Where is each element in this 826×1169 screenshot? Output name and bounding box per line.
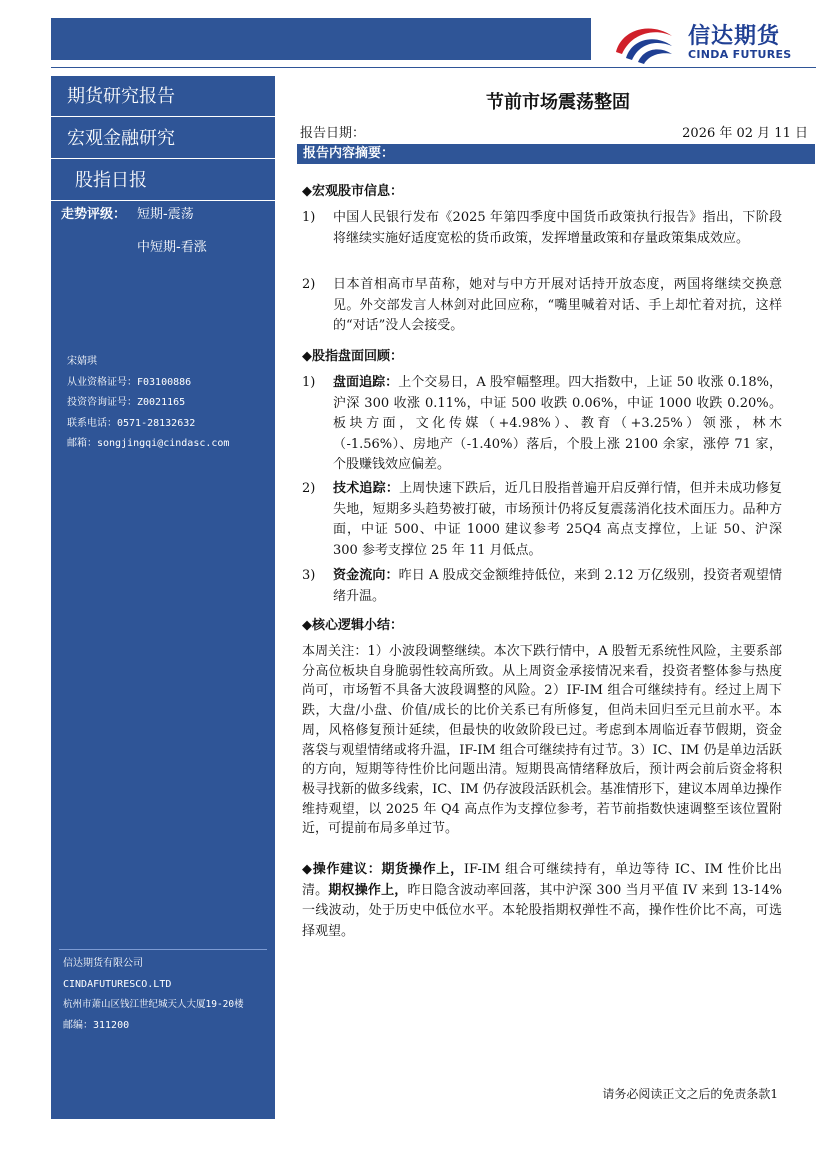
analyst-phone: 联系电话：0571-28132632 <box>67 417 196 429</box>
analyst-name: 宋婧琪 <box>67 356 97 367</box>
header-bar <box>51 18 591 60</box>
advice-paragraph <box>302 860 782 942</box>
futures-text: IF-IM 组合可继续持有，单边等待 IC、IM 性价比出清。 <box>302 862 782 898</box>
summary-header <box>297 144 815 164</box>
item-key: 资金流向： <box>333 568 399 583</box>
macro-heading: ◆宏观股市信息： <box>302 184 403 199</box>
review-heading: ◆股指盘面回顾： <box>302 349 403 364</box>
logo-english: CINDA FUTURES <box>688 48 792 61</box>
item-key: 技术追踪： <box>333 481 400 496</box>
company-name-en: CINDAFUTURESCO.LTD <box>63 978 172 990</box>
rating-label: 走势评级： <box>61 207 127 222</box>
item-number: 1) <box>302 375 316 390</box>
item-number: 2) <box>302 277 316 292</box>
futures-key: 期货操作上， <box>381 862 464 877</box>
company-address: 杭州市萧山区钱江世纪城天人大厦19-20楼 <box>63 999 244 1010</box>
company-postcode: 邮编：311200 <box>63 1019 130 1031</box>
sidebar <box>51 76 275 1119</box>
item-text: 上周快速下跌后，近几日股指普遍开启反弹行情，但并未成功修复失地，短期多头趋势被打破，市场预计仍将反复震荡消化技术面压力。品种方面，中证 500、中证 1000 建议参考 25Q4 高点支撑位，上证 50、沪深 300 参考支撑位 25 年 11 月低点。 <box>333 481 782 558</box>
logic-paragraph: 本周关注：1）小波段调整继续。本次下跌行情中，A 股暂无系统性风险，主要系部分高位板块自身脆弱性较高所致。从上周资金承接情况来看，投资者整体参与热度尚可，市场暂不具备大波段调整的风险。2）IF-IM 组合可继续持有。经过上周下跌，大盘/小盘、价值/成长的比价关系已有所修复，但尚未回归至元旦前水平。本周，风格修复预计延续，但最快的收敛阶段已过。考虑到本周临近春节假期，资金落袋与观望情绪或将升温，IF-IM 组合可继续持有过节。3）IC、IM 仍是单边活跃的方向，短期等待性价比问题出清。短期畏高情绪释放后，预计两会前后资金将积极寻找新的做多线索，IC、IM 仍存波段活跃机会。基准情形下，建议本周单边操作维持观望，以 2025 年 Q4 高点作为支撑位参考，若节前指数快速调整至该位置附近，可提前布局多单过节。 <box>302 644 782 837</box>
sidebar-title-macro: 宏观金融研究 <box>51 120 275 159</box>
sidebar-title-research: 期货研究报告 <box>51 78 275 117</box>
item-number: 3) <box>302 568 316 583</box>
analyst-license: 从业资格证号：F03100886 <box>67 376 192 388</box>
analyst-consult-license: 投资咨询证号：Z0021165 <box>67 397 186 408</box>
item-text: 日本首相高市早苗称，她对与中方开展对话持开放态度，两国将继续交换意见。外交部发言人林剑对此回应称，“嘴里喊着对话、手上却忙着对抗，这样的“对话”没人会接受。 <box>333 277 782 333</box>
item-text: 上个交易日，A 股窄幅整理。四大指数中，上证 50 收涨 0.18%，沪深 300 收涨 0.11%，中证 500 收跌 0.06%，中证 1000 收跌 0.20%。板块方面，文化传媒（+4.98%）、教育（+3.25%）领涨，林木（-1.56%）、房地产（-1.40%）落后，个股上涨 2100 余家，涨停 71 家，个股赚钱效应偏差。 <box>333 375 782 472</box>
analyst-info <box>67 352 229 455</box>
report-date-label: 报告日期： <box>300 126 366 141</box>
report-date-row <box>300 122 808 140</box>
analyst-email: 邮箱：songjingqi@cindasc.com <box>67 438 230 449</box>
disclaimer-note: 请务必阅读正文之后的免责条款1 <box>602 1087 778 1101</box>
logo-chinese: 信达期货 <box>688 24 781 49</box>
options-text: 昨日隐含波动率回落，其中沪深 300 当月平值 IV 来到 13-14%一线波动，处于历史中低位水平。本轮股指期权弹性不高，操作性价比不高，可选择观望。 <box>302 882 782 939</box>
item-text: 昨日 A 股成交金额维持低位，来到 2.12 万亿级别，投资者观望情绪升温。 <box>333 568 782 604</box>
item-number: 2) <box>302 481 316 496</box>
company-name: 信达期货有限公司 <box>63 958 143 969</box>
rating-mid-term: 中短期-看涨 <box>137 240 207 255</box>
company-divider <box>59 949 267 950</box>
logic-heading: ◆核心逻辑小结： <box>302 618 403 633</box>
item-number: 1) <box>302 210 316 225</box>
header-rule <box>51 67 816 68</box>
item-key: 盘面追踪： <box>333 375 399 390</box>
report-date-value: 2026 年 02 月 11 日 <box>682 126 808 141</box>
cinda-logo-icon <box>612 18 676 64</box>
item-text: 中国人民银行发布《2025 年第四季度中国货币政策执行报告》指出，下阶段将继续实施好适度宽松的货币政策，发挥增量政策和存量政策集成效应。 <box>333 210 782 246</box>
report-title: 节前市场震荡整固 <box>486 92 630 113</box>
company-info <box>63 954 244 1036</box>
cinda-logo <box>612 16 812 66</box>
rating-short-term: 短期-震荡 <box>137 207 194 222</box>
summary-label: 报告内容摘要： <box>303 146 395 161</box>
sidebar-title-daily: 股指日报 <box>51 162 275 201</box>
options-key: 期权操作上， <box>328 882 408 898</box>
advice-heading: ◆操作建议： <box>302 862 382 877</box>
